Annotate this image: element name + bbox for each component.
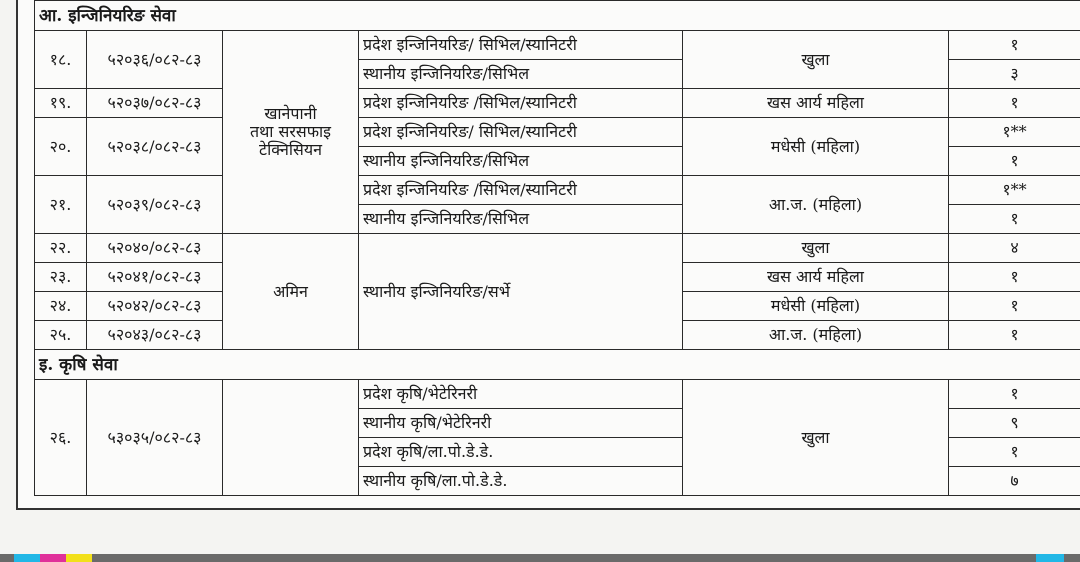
- ad-code: ५२०४३/०८२-८३: [87, 321, 223, 350]
- ad-code: ५२०३७/०८२-८३: [87, 89, 223, 118]
- print-color-strip: [0, 554, 1080, 562]
- serial-number: २१.: [35, 176, 87, 234]
- vacancy-count: १: [949, 147, 1080, 176]
- vacancy-count: १**: [949, 176, 1080, 205]
- vacancy-count: १: [949, 321, 1080, 350]
- vacancy-count: १: [949, 31, 1080, 60]
- service-subgroup: प्रदेश कृषि/ला.पो.डे.डे.: [359, 438, 683, 467]
- quota-group: मधेसी (महिला): [683, 292, 949, 321]
- service-subgroup: प्रदेश इन्जिनियरिङ/ सिभिल/स्यानिटरी: [359, 118, 683, 147]
- service-subgroup: स्थानीय इन्जिनियरिङ/सिभिल: [359, 147, 683, 176]
- vacancy-table: [34, 0, 1080, 496]
- ad-code: ५२०४०/०८२-८३: [87, 234, 223, 263]
- quota-group: मधेसी (महिला): [683, 118, 949, 176]
- serial-number: २२.: [35, 234, 87, 263]
- post-line: टेक्निसियन: [259, 140, 322, 159]
- cyan-swatch-right: [1036, 554, 1064, 562]
- service-subgroup: प्रदेश इन्जिनियरिङ /सिभिल/स्यानिटरी: [359, 89, 683, 118]
- vacancy-count: १: [949, 380, 1080, 409]
- quota-group: खुला: [683, 380, 949, 496]
- table-row: [35, 31, 1080, 60]
- yellow-swatch: [66, 554, 92, 562]
- service-subgroup: प्रदेश इन्जिनियरिङ /सिभिल/स्यानिटरी: [359, 176, 683, 205]
- post-line: तथा सरसफाइ: [249, 122, 332, 141]
- ad-code: ५३०३५/०८२-८३: [87, 380, 223, 496]
- magenta-swatch: [40, 554, 66, 562]
- serial-number: २४.: [35, 292, 87, 321]
- quota-group: खस आर्य महिला: [683, 89, 949, 118]
- table-row: [35, 89, 1080, 118]
- serial-number: २३.: [35, 263, 87, 292]
- vacancy-count: ९: [949, 409, 1080, 438]
- vacancy-count: १: [949, 438, 1080, 467]
- serial-number: २५.: [35, 321, 87, 350]
- post-name-water: [223, 31, 359, 234]
- serial-number: १९.: [35, 89, 87, 118]
- vacancy-count: १**: [949, 118, 1080, 147]
- service-subgroup: प्रदेश इन्जिनियरिङ/ सिभिल/स्यानिटरी: [359, 31, 683, 60]
- ad-code: ५२०३८/०८२-८३: [87, 118, 223, 176]
- serial-number: २६.: [35, 380, 87, 496]
- service-subgroup: स्थानीय कृषि/ला.पो.डे.डे.: [359, 467, 683, 496]
- table-row: [35, 176, 1080, 205]
- vacancy-count: १: [949, 263, 1080, 292]
- ad-code: ५२०४२/०८२-८३: [87, 292, 223, 321]
- quota-group: खस आर्य महिला: [683, 263, 949, 292]
- service-subgroup: स्थानीय इन्जिनियरिङ/सर्भे: [359, 234, 683, 350]
- vacancy-count: ७: [949, 467, 1080, 496]
- post-name-amin: अमिन: [223, 234, 359, 350]
- ad-code: ५२०३६/०८२-८३: [87, 31, 223, 89]
- cyan-swatch: [14, 554, 40, 562]
- vacancy-count: १: [949, 292, 1080, 321]
- service-subgroup: स्थानीय इन्जिनियरिङ/सिभिल: [359, 60, 683, 89]
- table-row: [35, 380, 1080, 409]
- post-name-empty: [223, 380, 359, 496]
- table-row: [35, 234, 1080, 263]
- post-line: खानेपानी: [264, 104, 317, 123]
- serial-number: १८.: [35, 31, 87, 89]
- quota-group: आ.ज. (महिला): [683, 321, 949, 350]
- quota-group: खुला: [683, 31, 949, 89]
- service-subgroup: स्थानीय कृषि/भेटेरिनरी: [359, 409, 683, 438]
- section-title-engineering: आ. इन्जिनियरिङ सेवा: [35, 1, 1080, 31]
- quota-group: खुला: [683, 234, 949, 263]
- section-title-agriculture: इ. कृषि सेवा: [35, 350, 1080, 380]
- vacancy-count: ४: [949, 234, 1080, 263]
- serial-number: २०.: [35, 118, 87, 176]
- vacancy-count: ३: [949, 60, 1080, 89]
- quota-group: आ.ज. (महिला): [683, 176, 949, 234]
- service-subgroup: प्रदेश कृषि/भेटेरिनरी: [359, 380, 683, 409]
- ad-code: ५२०३९/०८२-८३: [87, 176, 223, 234]
- vacancy-count: १: [949, 205, 1080, 234]
- vacancy-count: १: [949, 89, 1080, 118]
- service-subgroup: स्थानीय इन्जिनियरिङ/सिभिल: [359, 205, 683, 234]
- table-row: [35, 118, 1080, 147]
- ad-code: ५२०४१/०८२-८३: [87, 263, 223, 292]
